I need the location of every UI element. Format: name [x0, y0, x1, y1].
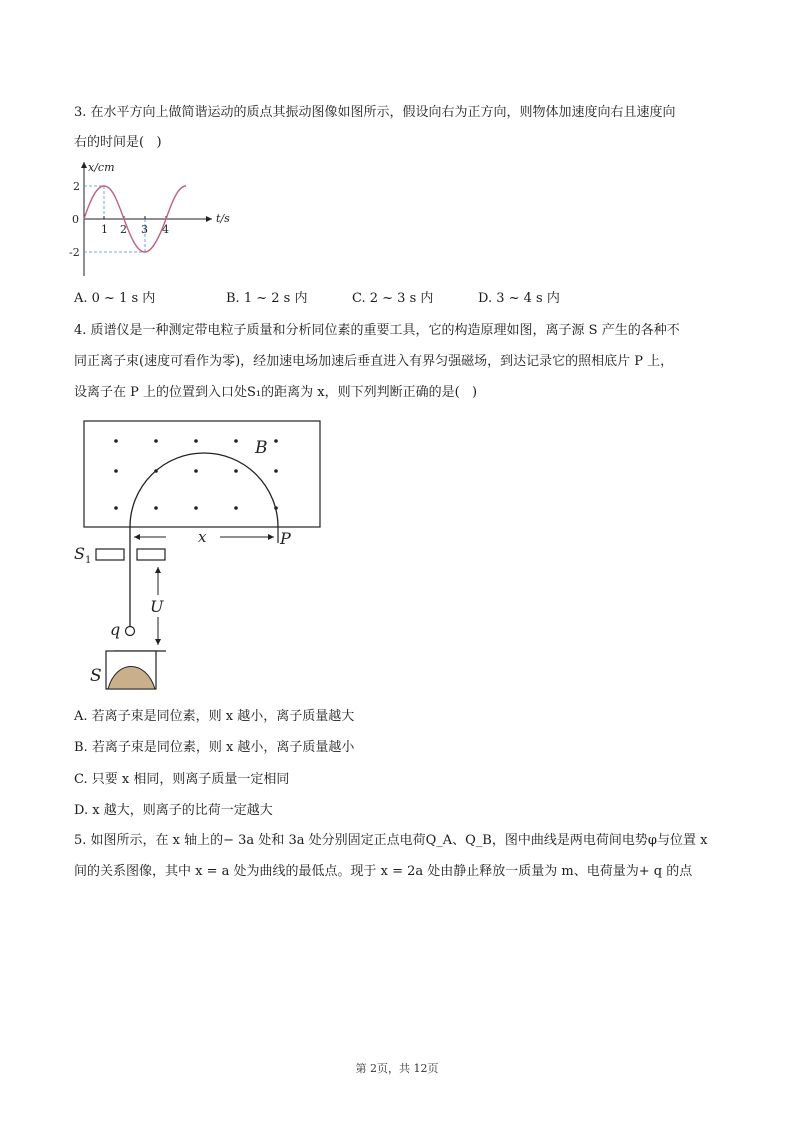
q4-option-a[interactable]: A. 若离子束是同位素，则 x 越小，离子质量越大 [74, 709, 355, 724]
q3-y-tick-2: 2 [73, 180, 80, 193]
q5-text-line-2: 间的关系图像，其中 x = a 处为曲线的最低点。现于 x = 2a 处由静止释放一质量为 m、电荷量为+ q 的点 [74, 864, 693, 879]
q3-vibration-graph [64, 158, 244, 283]
q3-text-line-1: 3. 在水平方向上做简谐运动的质点其振动图像如图所示，假设向右为正方向，则物体加速度向右且速度向 [74, 105, 676, 120]
q3-y-axis-label: x/cm [88, 161, 115, 174]
q3-x-tick-2: 2 [120, 223, 127, 236]
q4-label-p: P [280, 529, 291, 548]
q4-option-c[interactable]: C. 只要 x 相同，则离子质量一定相同 [74, 772, 290, 787]
q3-option-b[interactable]: B. 1 ~ 2 s 内 [226, 291, 308, 306]
q4-label-x: x [198, 528, 207, 546]
q4-text-line-3: 设离子在 P 上的位置到入口处S₁的距离为 x，则下列判断正确的是( ) [74, 385, 478, 400]
q4-ion-trajectory [130, 453, 278, 527]
q3-x-tick-1: 1 [101, 223, 108, 236]
q4-label-s: S [90, 666, 102, 686]
q3-text-line-2: 右的时间是( ) [74, 135, 162, 150]
q4-label-u: U [150, 597, 164, 616]
q3-option-c[interactable]: C. 2 ~ 3 s 内 [352, 291, 434, 306]
q3-x-tick-4: 4 [162, 223, 169, 236]
q4-charge-q [126, 627, 135, 636]
q4-text-line-1: 4. 质谱仪是一种测定带电粒子质量和分析同位素的重要工具，它的构造原理如图，离子源 S 产生的各种不 [74, 323, 680, 338]
q3-x-tick-3: 3 [141, 223, 148, 236]
q4-mass-spectrometer-diagram [70, 415, 330, 695]
q3-y-tick-neg2: -2 [69, 246, 80, 259]
q4-option-b[interactable]: B. 若离子束是同位素，则 x 越小，离子质量越小 [74, 740, 355, 755]
q4-label-q: q [110, 620, 121, 639]
q4-slit-plate-left [96, 549, 124, 560]
q3-origin-label: 0 [72, 213, 79, 226]
q4-text-line-2: 同正离子束(速度可看作为零)，经加速电场加速后垂直进入有界匀强磁场，到达记录它的照相底片 P 上， [74, 354, 674, 369]
q5-text-line-1: 5. 如图所示，在 x 轴上的− 3a 处和 3a 处分别固定正点电荷Q_A、Q_B，图中曲线是两电荷间电势φ与位置 x [74, 833, 708, 848]
q3-x-axis-label: t/s [216, 212, 230, 225]
q4-label-s1: $S_1$ [74, 544, 92, 566]
q3-option-d[interactable]: D. 3 ~ 4 s 内 [478, 291, 560, 306]
q4-magnetic-field-region [84, 421, 320, 527]
q4-option-d[interactable]: D. x 越大，则离子的比荷一定越大 [74, 803, 273, 818]
q4-label-b: B [255, 438, 268, 458]
q4-field-dots [114, 439, 278, 510]
page-footer: 第 2页，共 12页 [355, 1062, 439, 1075]
q4-slit-plate-right [137, 549, 165, 560]
q3-option-a[interactable]: A. 0 ~ 1 s 内 [74, 291, 156, 306]
